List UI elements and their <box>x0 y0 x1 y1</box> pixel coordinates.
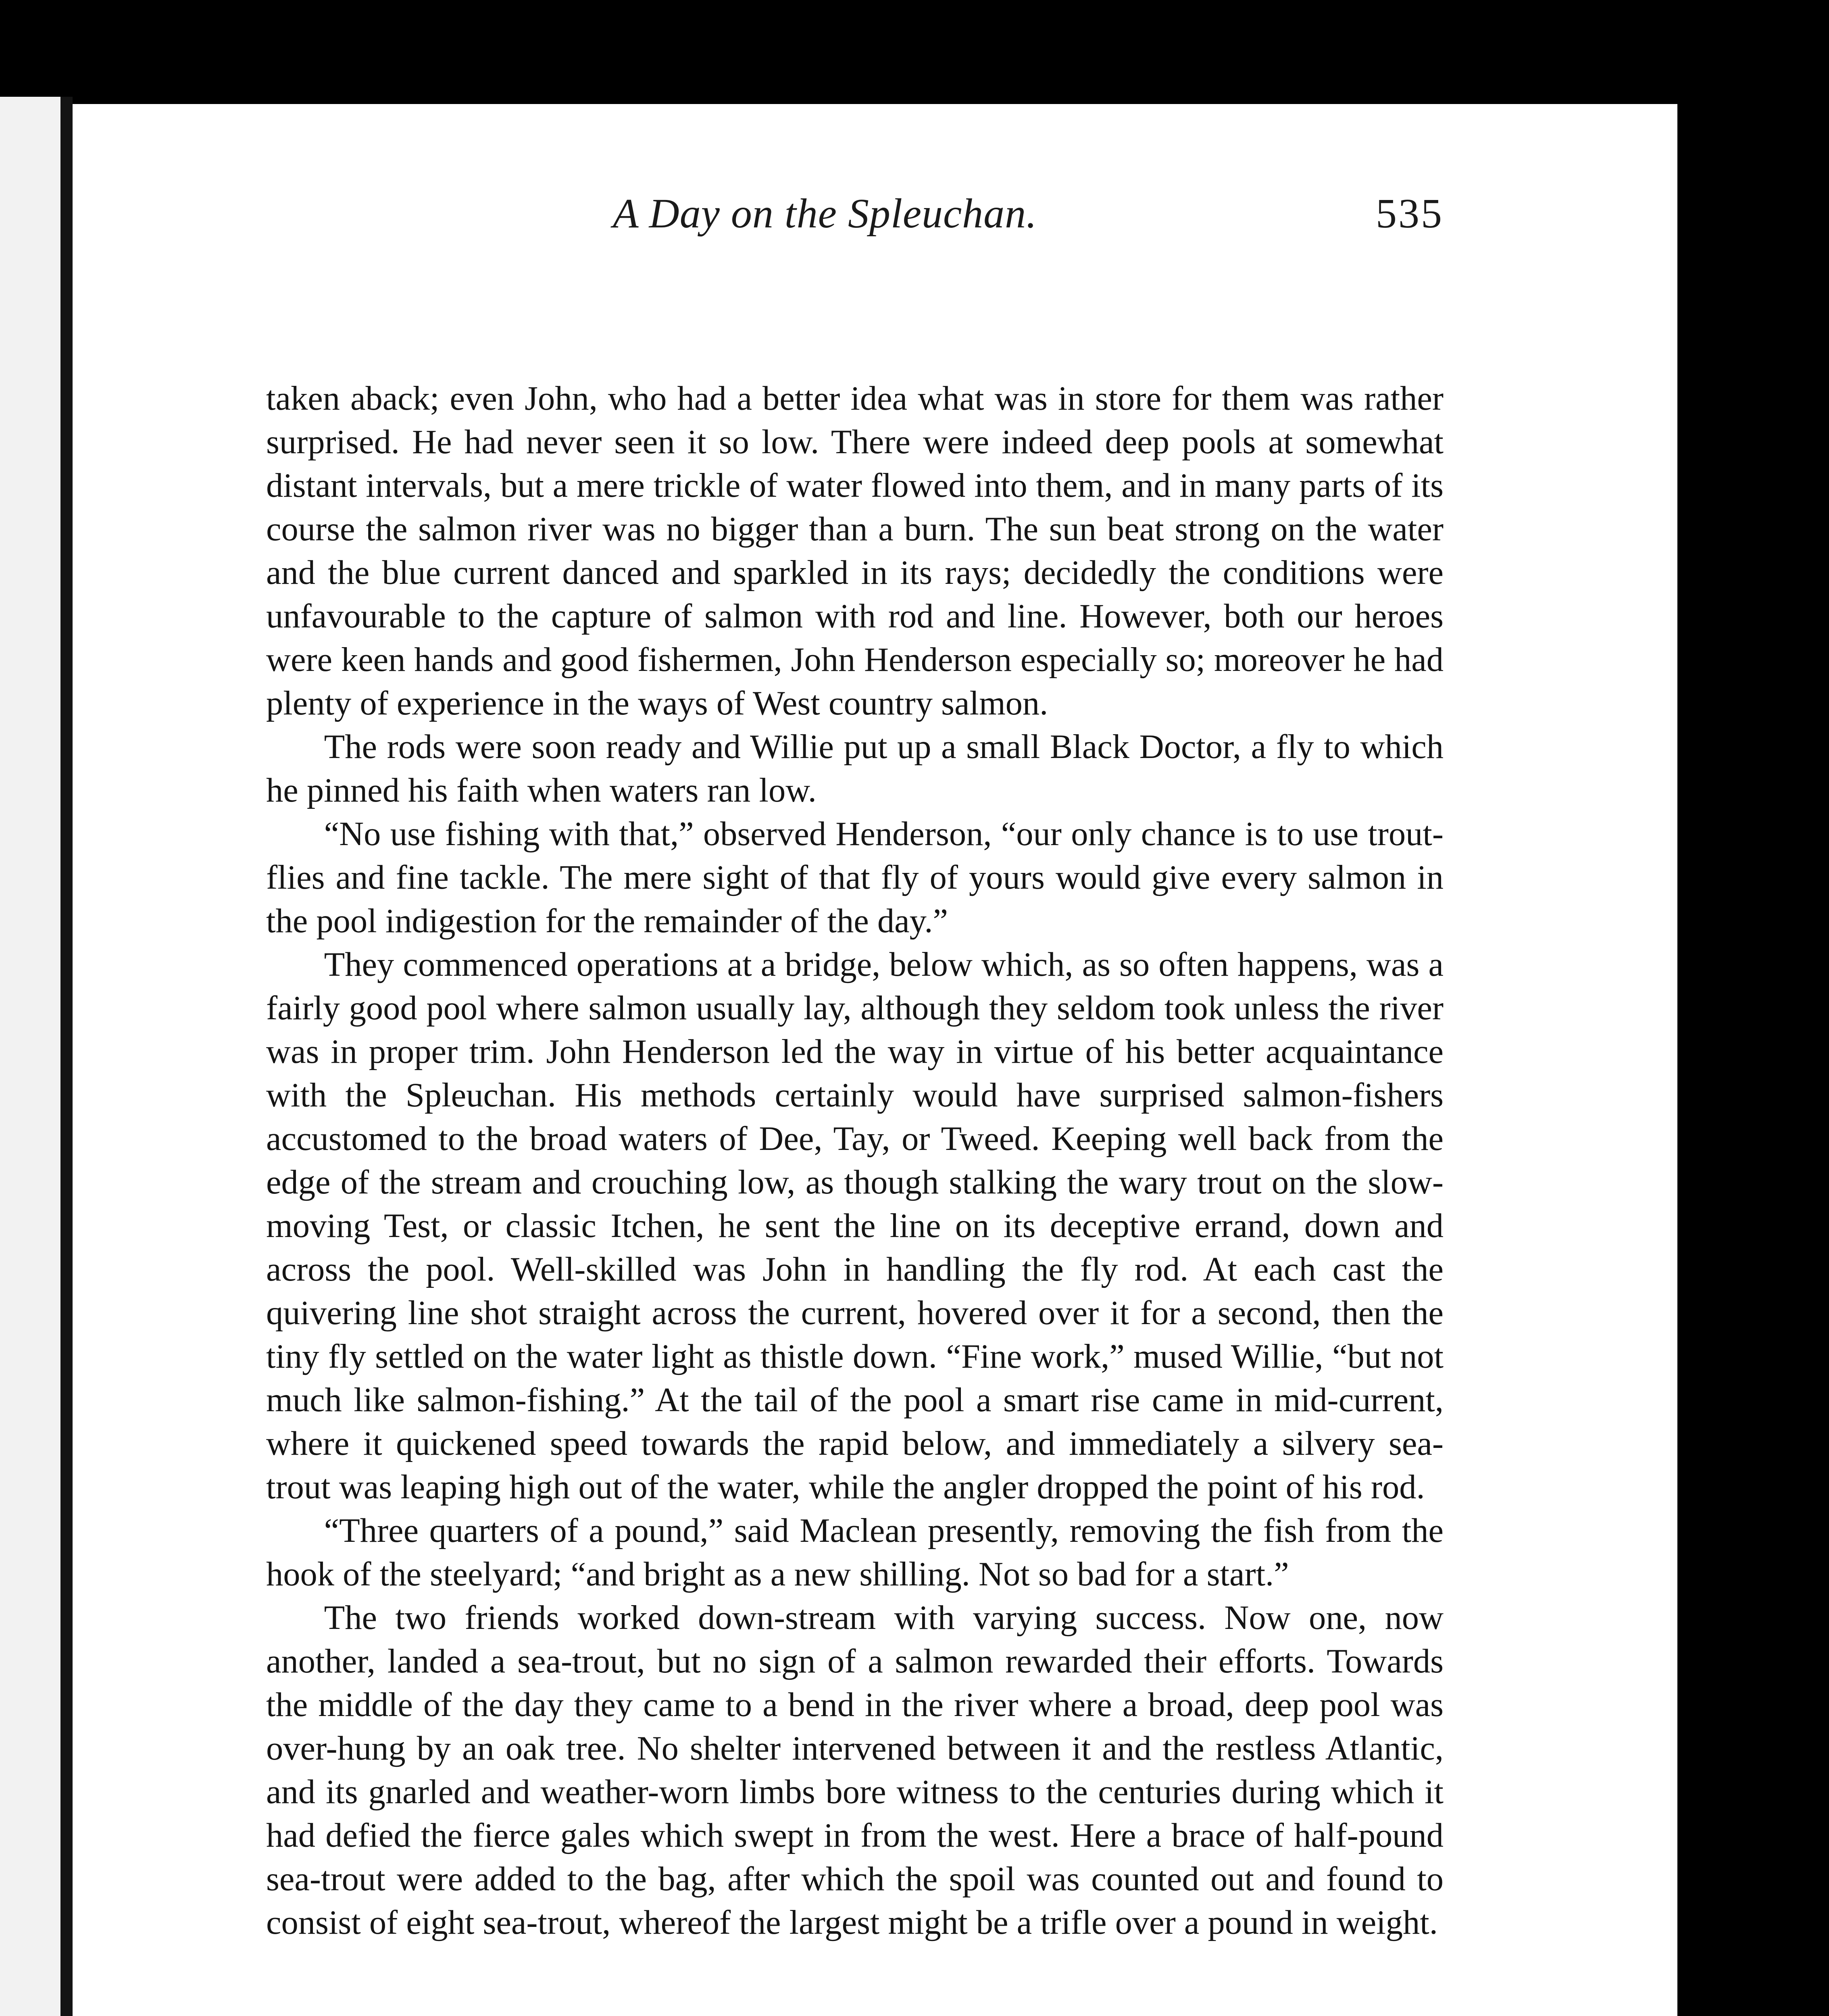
page-header <box>613 183 1444 244</box>
page-number: 535 <box>1376 190 1444 237</box>
paragraph: They commenced operations at a bridge, below which, as so often happens, was a fairly good pool where salmon usually lay, although they seldom took unless the river was in proper trim. John Henderson led the way in virtue of his better acquaintance with the Spleuchan. His methods certainly would have surprised salmon-fishers accustomed to the broad waters of Dee, Tay, or Tweed. Keeping well back from the edge of the stream and crouching low, as though stalking the wary trout on the slow-moving Test, or classic Itchen, he sent the line on its deceptive errand, down and across the pool. Well-skilled was John in handling the fly rod. At each cast the quivering line shot straight across the current, hovered over it for a second, then the tiny fly settled on the water light as thistle down. “Fine work,” mused Willie, “but not much like salmon-fishing.” At the tail of the pool a smart rise came in mid-current, where it quickened speed towards the rapid below, and immediately a silvery sea-trout was leaping high out of the water, while the angler dropped the point of his rod. <box>266 946 1444 1506</box>
paragraph-continued: taken aback; even John, who had a better idea what was in store for them was rather surprised. He had never seen it so low. There were indeed deep pools at somewhat distant intervals, but a mere trickle of water flowed into them, and in many parts of its course the salmon river was no bigger than a burn. The sun beat strong on the water and the blue current danced and sparkled in its rays; decidedly the conditions were unfavourable to the capture of salmon with rod and line. However, both our heroes were keen hands and good fishermen, John Henderson especially so; moreover he had plenty of experience in the ways of West country salmon. <box>266 380 1444 722</box>
book-gutter <box>60 97 73 2016</box>
paragraph: “Three quarters of a pound,” said Maclean presently, removing the fish from the hook of the steelyard; “and bright as a new shilling. Not so bad for a start.” <box>266 1512 1444 1593</box>
paragraph: “No use fishing with that,” observed Henderson, “our only chance is to use trout-flies and fine tackle. The mere sight of that fly of yours would give every salmon in the pool indigestion for the remainder of the day.” <box>266 815 1444 940</box>
paragraph: The rods were soon ready and Willie put up a small Black Doctor, a fly to which he pinned his faith when waters ran low. <box>266 728 1444 809</box>
paragraph: The two friends worked down-stream with varying success. Now one, now another, landed a sea-trout, but no sign of a salmon rewarded their efforts. Towards the middle of the day they came to a bend in the river where a broad, deep pool was over-hung by an oak tree. No shelter intervened between it and the restless Atlantic, and its gnarled and weather-worn limbs bore witness to the centuries during which it had defied the fierce gales which swept in from the west. Here a brace of half-pound sea-trout were added to the bag, after which the spoil was counted out and found to consist of eight sea-trout, whereof the largest might be a trifle over a pound in weight. <box>266 1599 1444 1941</box>
running-title: A Day on the Spleuchan. <box>613 190 1037 237</box>
body-text <box>266 377 1444 1945</box>
adjacent-page-edge <box>0 97 60 2016</box>
